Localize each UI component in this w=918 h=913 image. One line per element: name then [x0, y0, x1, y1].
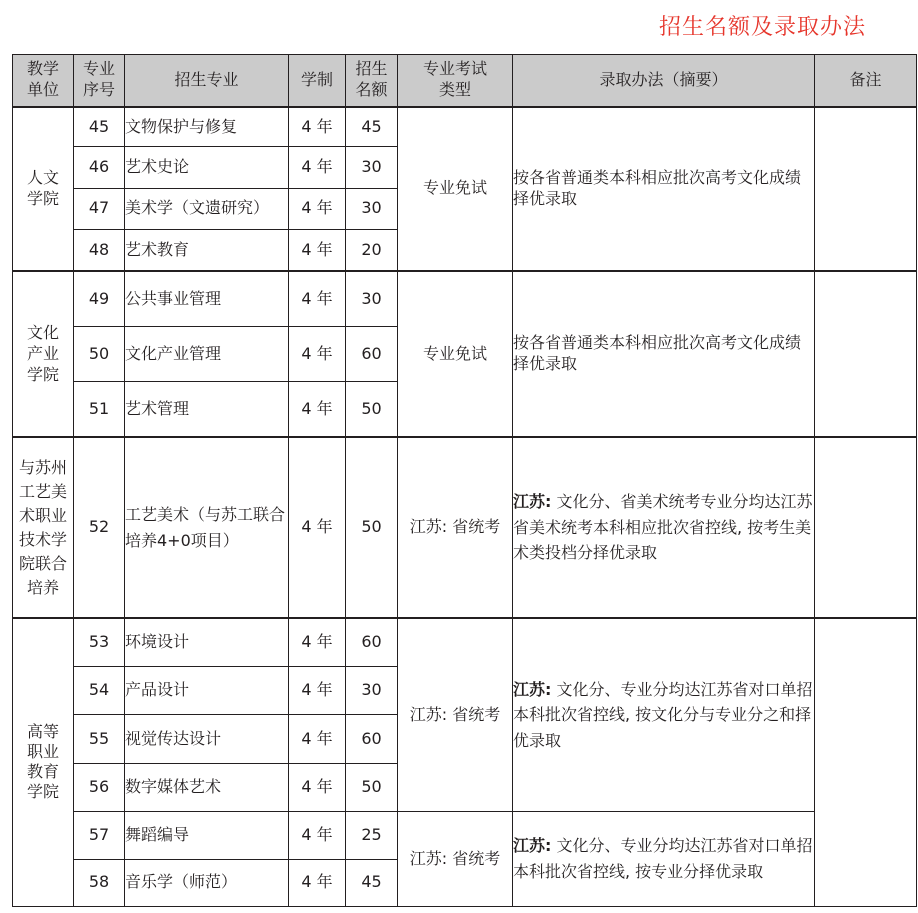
quota-cell: 50 — [346, 382, 398, 437]
header-method: 录取办法（摘要） — [513, 55, 815, 107]
years-cell: 4 年 — [289, 107, 346, 147]
quota-cell: 50 — [346, 763, 398, 811]
major-cell: 环境设计 — [125, 618, 289, 666]
quota-cell: 30 — [346, 666, 398, 714]
seq-cell: 47 — [74, 188, 125, 229]
seq-cell: 56 — [74, 763, 125, 811]
seq-cell: 53 — [74, 618, 125, 666]
note-cell — [815, 271, 917, 437]
major-cell: 文化产业管理 — [125, 326, 289, 381]
seq-cell: 57 — [74, 812, 125, 859]
seq-cell: 45 — [74, 107, 125, 147]
major-cell: 艺术教育 — [125, 230, 289, 271]
quota-cell: 45 — [346, 859, 398, 906]
quota-cell: 50 — [346, 437, 398, 618]
seq-cell: 50 — [74, 326, 125, 381]
header-years: 学制 — [289, 55, 346, 107]
seq-cell: 51 — [74, 382, 125, 437]
table-row — [13, 618, 917, 666]
header-seq: 专业 序号 — [74, 55, 125, 107]
unit-cell: 文化 产业 学院 — [13, 271, 74, 437]
major-cell: 文物保护与修复 — [125, 107, 289, 147]
table-header-row — [13, 55, 917, 107]
years-cell: 4 年 — [289, 666, 346, 714]
years-cell: 4 年 — [289, 147, 346, 188]
header-exam: 专业考试 类型 — [398, 55, 513, 107]
page-title: 招生名额及录取办法 — [658, 15, 866, 40]
method-cell: 按各省普通类本科相应批次高考文化成绩择优录取 — [513, 107, 815, 271]
major-cell: 产品设计 — [125, 666, 289, 714]
quota-cell: 60 — [346, 715, 398, 763]
seq-cell: 58 — [74, 859, 125, 906]
note-cell — [815, 107, 917, 271]
seq-cell: 54 — [74, 666, 125, 714]
years-cell: 4 年 — [289, 859, 346, 906]
unit-cell: 与苏州 工艺美 术职业 技术学 院联合 培养 — [13, 437, 74, 618]
unit-cell: 高等 职业 教育 学院 — [13, 618, 74, 907]
years-cell: 4 年 — [289, 763, 346, 811]
seq-cell: 55 — [74, 715, 125, 763]
note-cell — [815, 618, 917, 907]
table-row — [13, 271, 917, 326]
header-note: 备注 — [815, 55, 917, 107]
years-cell: 4 年 — [289, 715, 346, 763]
unit-cell: 人文 学院 — [13, 107, 74, 271]
major-cell: 数字媒体艺术 — [125, 763, 289, 811]
quota-cell: 30 — [346, 188, 398, 229]
header-major: 招生专业 — [125, 55, 289, 107]
quota-cell: 20 — [346, 230, 398, 271]
major-cell: 艺术史论 — [125, 147, 289, 188]
years-cell: 4 年 — [289, 618, 346, 666]
header-unit: 教学 单位 — [13, 55, 74, 107]
exam-cell: 专业免试 — [398, 107, 513, 271]
major-cell: 视觉传达设计 — [125, 715, 289, 763]
exam-cell: 江苏: 省统考 — [398, 437, 513, 618]
method-cell: 江苏: 文化分、专业分均达江苏省对口单招本科批次省控线, 按文化分与专业分之和择优录取 — [513, 618, 815, 812]
exam-cell: 江苏: 省统考 — [398, 812, 513, 907]
seq-cell: 49 — [74, 271, 125, 326]
quota-cell: 30 — [346, 147, 398, 188]
exam-cell: 江苏: 省统考 — [398, 618, 513, 812]
method-cell: 江苏: 文化分、省美术统考专业分均达江苏省美术统考本科相应批次省控线, 按考生美术类投档分择优录取 — [513, 437, 815, 618]
table-row — [13, 437, 917, 618]
header-quota: 招生 名额 — [346, 55, 398, 107]
note-cell — [815, 437, 917, 618]
admission-table — [12, 54, 917, 907]
table-row — [13, 107, 917, 147]
seq-cell: 48 — [74, 230, 125, 271]
major-cell: 美术学（文遗研究） — [125, 188, 289, 229]
years-cell: 4 年 — [289, 437, 346, 618]
years-cell: 4 年 — [289, 188, 346, 229]
table-row — [13, 812, 917, 859]
major-cell: 公共事业管理 — [125, 271, 289, 326]
major-cell: 音乐学（师范） — [125, 859, 289, 906]
major-cell: 舞蹈编导 — [125, 812, 289, 859]
method-cell: 江苏: 文化分、专业分均达江苏省对口单招本科批次省控线, 按专业分择优录取 — [513, 812, 815, 907]
seq-cell: 46 — [74, 147, 125, 188]
seq-cell: 52 — [74, 437, 125, 618]
major-cell: 艺术管理 — [125, 382, 289, 437]
quota-cell: 60 — [346, 618, 398, 666]
exam-cell: 专业免试 — [398, 271, 513, 437]
quota-cell: 60 — [346, 326, 398, 381]
quota-cell: 30 — [346, 271, 398, 326]
years-cell: 4 年 — [289, 326, 346, 381]
years-cell: 4 年 — [289, 230, 346, 271]
years-cell: 4 年 — [289, 271, 346, 326]
quota-cell: 25 — [346, 812, 398, 859]
years-cell: 4 年 — [289, 382, 346, 437]
quota-cell: 45 — [346, 107, 398, 147]
method-cell: 按各省普通类本科相应批次高考文化成绩择优录取 — [513, 271, 815, 437]
years-cell: 4 年 — [289, 812, 346, 859]
major-cell: 工艺美术（与苏工联合培养4+0项目） — [125, 437, 289, 618]
